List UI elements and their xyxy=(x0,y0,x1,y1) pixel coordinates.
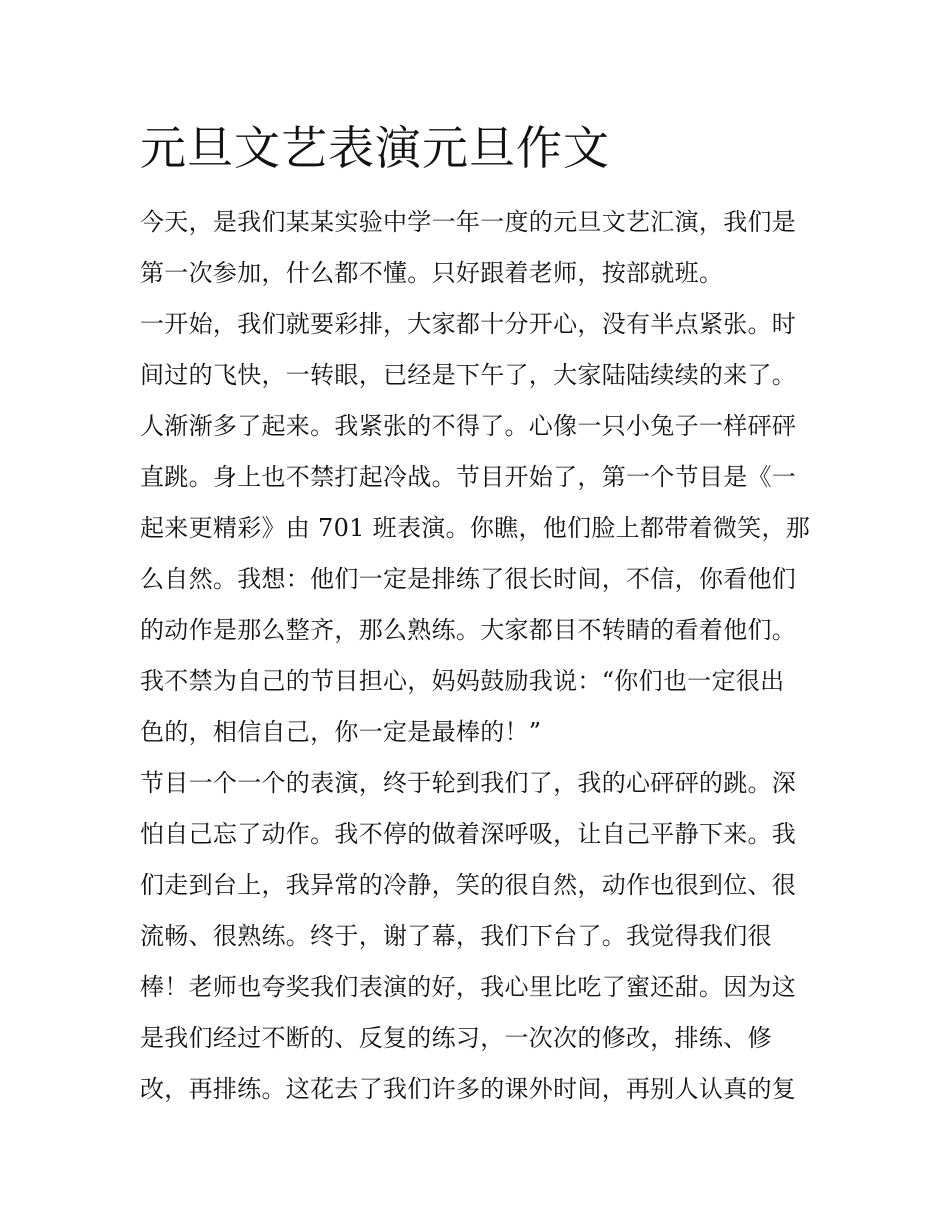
text-line: 是我们经过不断的、反复的练习，一次次的修改，排练、修 xyxy=(140,1024,772,1052)
text-line: 改，再排练。这花去了我们许多的课外时间，再别人认真的复 xyxy=(140,1075,797,1103)
text-line: 间过的飞快，一转眼，已经是下午了，大家陆陆续续的来了。 xyxy=(140,361,797,389)
text-line: 起来更精彩》由 701 班表演。你瞧，他们脸上都带着微笑，那 xyxy=(140,514,811,542)
text-line: 棒！老师也夸奖我们表演的好，我心里比吃了蜜还甜。因为这 xyxy=(140,973,797,1001)
text-line: 直跳。身上也不禁打起冷战。节目开始了，第一个节目是《一 xyxy=(140,463,797,491)
text-line: 今天，是我们某某实验中学一年一度的元旦文艺汇演，我们是 xyxy=(140,208,797,236)
text-line: 怕自己忘了动作。我不停的做着深呼吸，让自己平静下来。我 xyxy=(140,820,797,848)
text-line: 流畅、很熟练。终于，谢了幕，我们下台了。我觉得我们很 xyxy=(140,922,772,950)
text-line: 人渐渐多了起来。我紧张的不得了。心像一只小兔子一样砰砰 xyxy=(140,412,797,440)
text-line: 们走到台上，我异常的冷静，笑的很自然，动作也很到位、很 xyxy=(140,871,797,899)
document-body xyxy=(140,197,820,1115)
text-line: 色的，相信自己，你一定是最棒的！” xyxy=(140,718,542,746)
text-line: 的动作是那么整齐，那么熟练。大家都目不转睛的看着他们。 xyxy=(140,616,797,644)
text-line: 么自然。我想：他们一定是排练了很长时间，不信，你看他们 xyxy=(140,565,797,593)
text-line: 一开始，我们就要彩排，大家都十分开心，没有半点紧张。时 xyxy=(140,310,797,338)
text-line: 节目一个一个的表演，终于轮到我们了，我的心砰砰的跳。深 xyxy=(140,769,797,797)
document-title: 元旦文艺表演元旦作文 xyxy=(140,121,610,175)
text-line: 我不禁为自己的节目担心，妈妈鼓励我说：“你们也一定很出 xyxy=(140,667,785,695)
text-line: 第一次参加，什么都不懂。只好跟着老师，按部就班。 xyxy=(140,259,724,287)
